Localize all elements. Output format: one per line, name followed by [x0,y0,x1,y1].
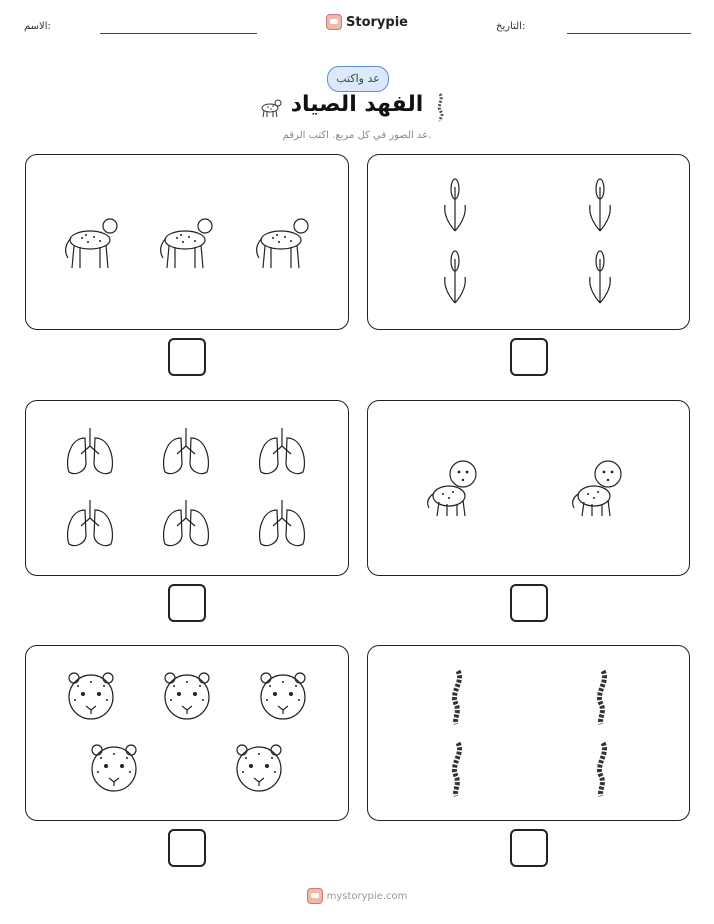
lungs-icon [63,426,117,478]
answer-box-lungs[interactable] [168,584,206,622]
storypie-logo-icon [326,14,342,30]
name-line[interactable] [100,33,257,34]
lungs-icon [63,498,117,550]
cheetah-icon [62,210,122,272]
cheetah-cub-box [367,400,690,576]
wheat-icon [439,249,471,305]
wheat-icon [584,249,616,305]
page-title: الفهد الصياد [290,92,424,117]
cheetah-cub-icon [568,456,632,520]
instructions: عد الصور في كل مربع. اكتب الرقم. [282,130,432,141]
footer [0,888,714,904]
lungs-icon [255,498,309,550]
lungs-icon [159,426,213,478]
answer-box-cheetah-face[interactable] [168,829,206,867]
spine-icon [591,668,611,726]
spine-box [367,645,690,821]
cheetah-icon [253,210,313,272]
wheat-box [367,154,690,330]
lungs-icon [255,426,309,478]
wheat-icon [584,177,616,233]
date-line[interactable] [567,33,691,34]
lungs-box [25,400,349,576]
cheetah-box [25,154,349,330]
cheetah-face-icon [162,670,212,722]
answer-box-cheetah[interactable] [168,338,206,376]
activity-badge: عد واكتب [327,66,389,92]
answer-box-spine[interactable] [510,829,548,867]
storypie-logo [326,14,408,30]
title-spine-icon [432,92,448,122]
cheetah-face-icon [234,742,284,794]
lungs-icon [159,498,213,550]
storypie-logo-text: Storypie [346,14,408,30]
name-label: الاسم: [24,21,51,32]
cheetah-cub-icon [423,456,487,520]
cheetah-icon [157,210,217,272]
spine-icon [446,740,466,798]
spine-icon [446,668,466,726]
cheetah-face-icon [89,742,139,794]
storypie-footer-icon [307,888,323,904]
date-label: التاريخ: [496,21,526,32]
wheat-icon [439,177,471,233]
answer-box-cheetah-cub[interactable] [510,584,548,622]
cheetah-face-box [25,645,349,821]
answer-box-wheat[interactable] [510,338,548,376]
footer-site[interactable]: mystorypie.com [326,890,408,902]
spine-icon [591,740,611,798]
cheetah-face-icon [258,670,308,722]
cheetah-face-icon [66,670,116,722]
